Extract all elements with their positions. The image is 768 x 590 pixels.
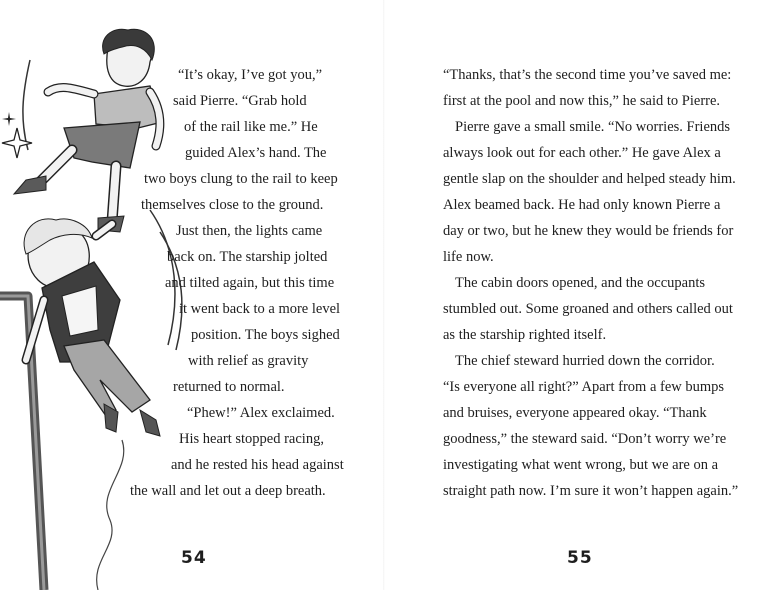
top-boy-figure (14, 29, 162, 232)
text-line: it went back to a more level (179, 301, 341, 317)
text-line: life now. (443, 249, 494, 265)
text-line: goodness,” the steward said. “Don’t worry we’re (443, 431, 727, 447)
text-line: The chief steward hurried down the corridor. (455, 353, 715, 369)
text-line: stumbled out. Some groaned and others called out (443, 301, 733, 317)
page-number-right: 55 (567, 548, 593, 568)
text-line: day or two, but he knew they would be friends for (443, 223, 734, 239)
text-line: with relief as gravity (188, 353, 309, 369)
text-line: Pierre gave a small smile. “No worries. Friends (455, 119, 731, 135)
text-line: gentle slap on the shoulder and helped steady him. (443, 171, 736, 187)
text-line: back on. The starship jolted (167, 249, 328, 265)
text-line: themselves close to the ground. (141, 197, 324, 213)
text-line: The cabin doors opened, and the occupants (455, 275, 706, 291)
text-line: as the starship righted itself. (443, 327, 607, 343)
text-line: and he rested his head against (171, 457, 344, 473)
text-line: always look out for each other.” He gave Alex a (443, 145, 721, 161)
bottom-boy-figure (24, 219, 160, 436)
text-line: the wall and let out a deep breath. (130, 483, 326, 499)
text-line: first at the pool and now this,” he said to Pierre. (443, 93, 721, 109)
page-gutter (383, 0, 385, 590)
text-line: Alex beamed back. He had only known Pierre a (443, 197, 721, 213)
text-line: position. The boys sighed (191, 327, 340, 343)
text-line: “It’s okay, I’ve got you,” (178, 67, 323, 83)
text-line: Just then, the lights came (176, 223, 323, 239)
text-line: and bruises, everyone appeared okay. “Thank (443, 405, 707, 421)
text-line: “Thanks, that’s the second time you’ve saved me: (443, 67, 732, 83)
text-line: “Is everyone all right?” Apart from a few bumps (443, 379, 725, 395)
page-number-left: 54 (181, 548, 207, 568)
text-line: His heart stopped racing, (179, 431, 324, 447)
text-line: straight path now. I’m sure it won’t happen again.” (443, 483, 739, 499)
text-line: and tilted again, but this time (165, 275, 335, 291)
text-line: said Pierre. “Grab hold (173, 93, 307, 109)
text-line: “Phew!” Alex exclaimed. (187, 405, 335, 421)
text-line: investigating what went wrong, but we are on a (443, 457, 719, 473)
text-line: two boys clung to the rail to keep (144, 171, 338, 187)
text-line: returned to normal. (173, 379, 285, 395)
text-line: of the rail like me.” He (184, 119, 318, 135)
text-line: guided Alex’s hand. The (185, 145, 327, 161)
